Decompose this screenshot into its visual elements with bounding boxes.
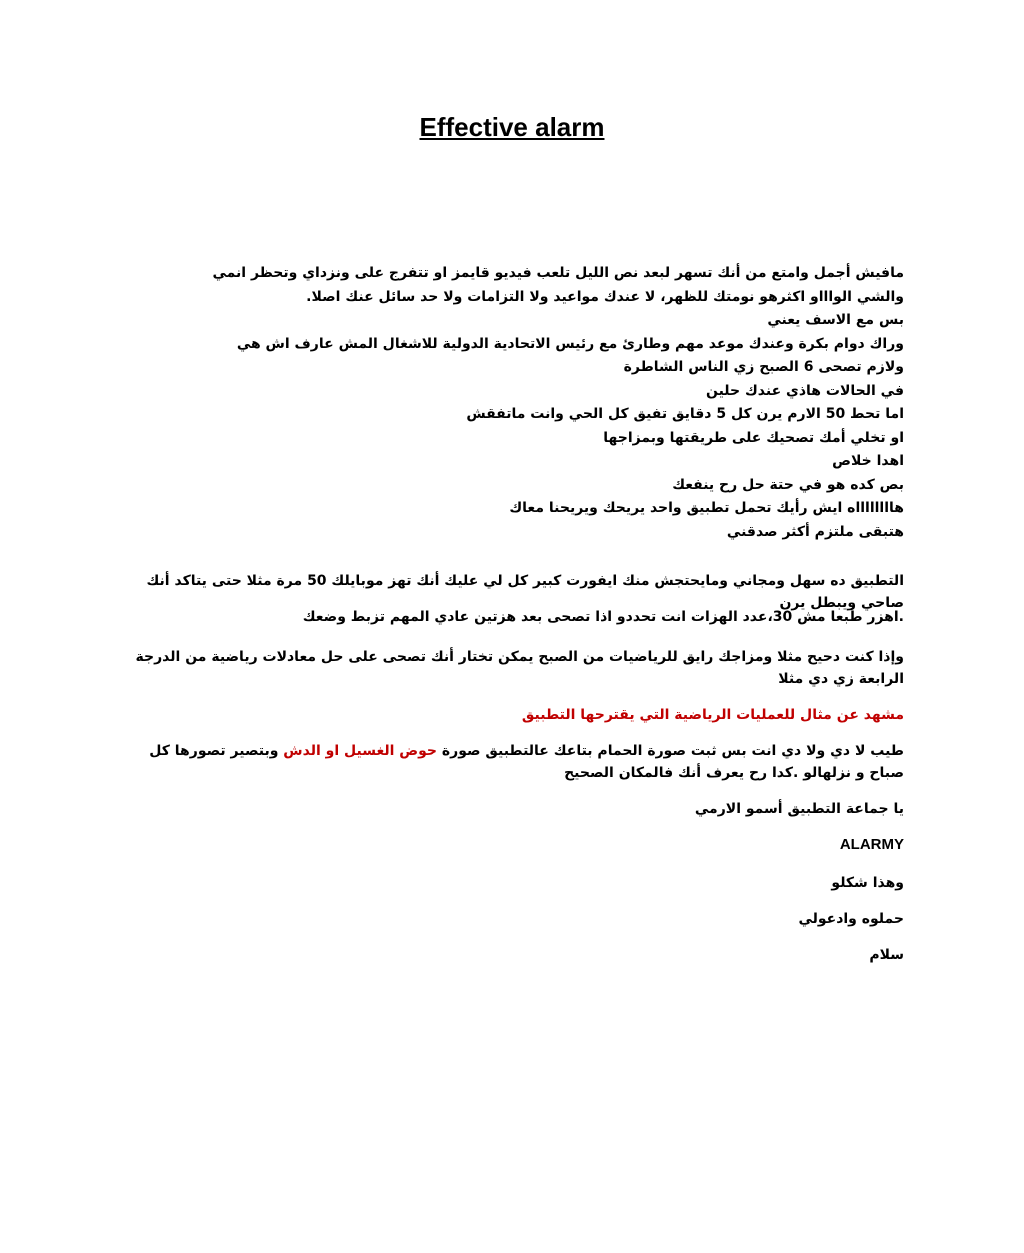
intro-line: مافيش أجمل وامتع من أنك تسهر لبعد نص الليل تلعب فيديو قايمز او تتفرج على ونزداي وتحظر انمي	[212, 265, 904, 281]
math-option-paragraph: وإذا كنت دحيح مثلا ومزاجك رايق للرياضيات من الصبح يمكن تختار أنك تصحى على حل معادلات رياضية من الدرجة الرابعة زي دي مثلا	[135, 649, 904, 687]
photo-option-paragraph	[114, 740, 904, 784]
app-description-paragraph: التطبيق ده سهل ومجاني ومايحتجش منك ايفورت كبير كل لي عليك أنك تهز موبايلك 50 مرة مثلا حتى يتاكد أنك صاحي ويبطل يرن	[146, 573, 904, 611]
intro-line: او تخلي أمك تصحيك على طريقتها وبمزاجها	[603, 429, 904, 446]
download-line: حملوه وادعولي	[798, 911, 904, 927]
app-name-intro: يا جماعة التطبيق أسمو الارمي	[694, 801, 904, 817]
intro-line: ولازم تصحى 6 الصبح زي الناس الشاطرة	[623, 359, 904, 375]
intro-line: بس مع الاسف يعني	[767, 312, 904, 328]
intro-line: بص كده هو في حتة حل رح ينفعك	[672, 476, 904, 493]
photo-text-after: وبتصير تصورها كل صباح و نزلهالو .كدا رح يعرف أنك فالمكان الصحيح	[149, 743, 904, 781]
intro-line: هتبقى ملتزم أكثر صدقني	[726, 523, 904, 540]
intro-line: في الحالات هاذي عندك حلين	[705, 382, 904, 399]
closing-line: سلام	[869, 947, 904, 963]
intro-line: والشي الواااو اكثرهو نومتك للظهر، لا عندك مواعيد ولا التزامات ولا حد سائل عنك اصلا.	[306, 288, 904, 305]
document-title: Effective alarm	[419, 112, 605, 142]
intro-line: اما تحط 50 الارم يرن كل 5 دقايق تفيق كل الحي وانت ماتفقش	[466, 406, 904, 422]
intro-line: هااااااااه ايش رأيك تحمل تطبيق واحد يريحك ويريحنا معاك	[509, 500, 904, 516]
math-example-caption: مشهد عن مثال للعمليات الرياضية التي يقترحها التطبيق	[521, 707, 904, 723]
intro-line: اهدا خلاص	[832, 453, 904, 469]
photo-text-before: طيب لا دي ولا دي انت بس ثبت صورة الحمام بتاعك عالتطبيق صورة	[437, 743, 904, 759]
intro-block	[184, 262, 904, 544]
intro-line: وراك دوام بكرة وعندك موعد مهم وطارئ مع رئيس الاتحادية الدولية للاشغال المش عارف اش هي	[236, 335, 904, 352]
shake-count-paragraph: .اهزر طبعا مش 30،عدد الهزات انت تحددو اذا تصحى بعد هزتين عادي المهم تزبط وضعك	[302, 609, 904, 625]
shape-line: وهذا شكلو	[831, 875, 904, 891]
app-name: ALARMY	[839, 836, 904, 853]
photo-highlight: حوض الغسيل او الدش	[283, 743, 437, 759]
